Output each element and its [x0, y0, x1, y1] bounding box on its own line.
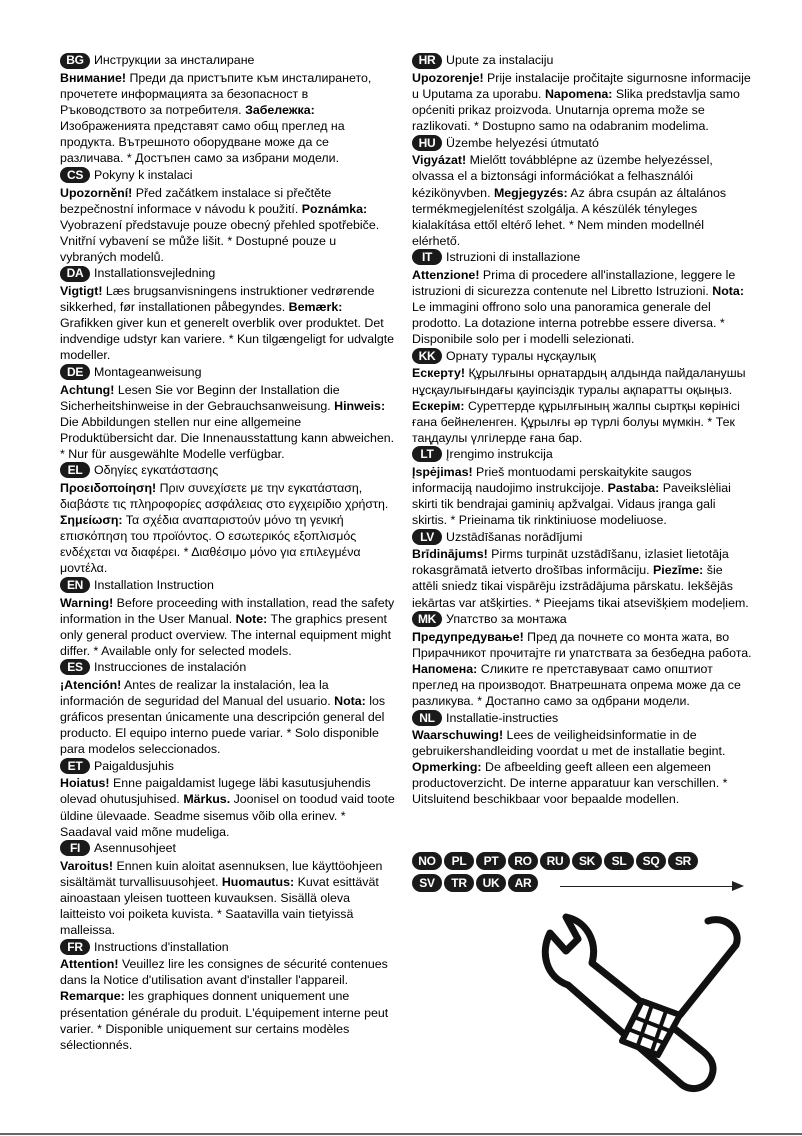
right-arrow-icon [732, 881, 744, 891]
section-header [60, 938, 395, 955]
section-title: Instructions d'installation [94, 939, 229, 954]
language-badge-sl: SL [604, 852, 634, 870]
bold-label: Attenzione! [412, 267, 480, 282]
bold-label: Brīdinājums! [412, 547, 488, 562]
section-body [412, 152, 752, 249]
section-title: Орнату туралы нұсқаулық [446, 348, 596, 363]
section-text [60, 858, 395, 938]
bold-label: Забележка: [245, 103, 315, 118]
section-title: Asennusohjeet [94, 841, 176, 856]
language-badge: FI [60, 840, 90, 856]
bold-label: Vigyázat! [412, 153, 467, 168]
bold-label: Nota: [334, 694, 366, 708]
section-title: Инструкции за инсталиране [94, 53, 255, 68]
body-text: Læs brugsanvisningens instruktioner vedrørende sikkerhed, før installationen påbegyndes. [60, 284, 375, 315]
section-et [60, 757, 395, 839]
section-title: Paigaldusjuhis [94, 758, 174, 773]
language-badge: IT [412, 249, 442, 265]
section-title: Installationsvejledning [94, 266, 216, 281]
section-title: Uzstādīšanas norādījumi [446, 529, 583, 544]
section-body [60, 858, 395, 938]
section-body [412, 629, 752, 709]
section-lt [412, 446, 752, 528]
section-title: Üzembe helyezési útmutató [446, 135, 599, 150]
section-text [412, 267, 752, 347]
bold-label: Märkus. [183, 792, 231, 807]
section-body [60, 382, 395, 462]
section-header [60, 462, 395, 479]
section-text [60, 283, 395, 363]
section-header [412, 347, 752, 364]
section-text [412, 546, 752, 610]
section-body [412, 365, 752, 445]
section-header [412, 528, 752, 545]
language-badge: ET [60, 758, 90, 774]
section-header [412, 709, 752, 726]
bold-label: Remarque: [60, 989, 125, 1004]
bold-label: Предупредување! [412, 629, 524, 644]
language-badge-ro: RO [508, 852, 538, 870]
body-text: The graphics present only general product overview. The internal equipment might differ. * Available only for selected models. [60, 611, 392, 658]
section-body [60, 480, 395, 577]
section-body [60, 775, 395, 839]
section-body [60, 956, 395, 1053]
section-title: Instrucciones de instalación [94, 660, 247, 675]
bold-label: Achtung! [60, 382, 115, 397]
bold-label: Внимание! [60, 71, 127, 85]
language-badge-uk: UK [476, 874, 506, 892]
body-text: Die Abbildungen stellen nur eine allgemeine Produktübersicht dar. Die Innenausstattung kann abweichen. * Nur für ausgewählte Modelle verfügbar. [60, 414, 395, 461]
body-text: Vyobrazení představuje pouze obecný přehled spotřebiče. Vnitřní vybavení se může lišit. * Dostupné pouze u vybraných modelů. [60, 217, 380, 264]
bold-label: Nota: [712, 284, 744, 299]
section-title: Montageanweisung [94, 364, 202, 379]
section-body [60, 595, 395, 659]
language-badge-sv: SV [412, 874, 442, 892]
language-badge-pl: PL [444, 852, 474, 870]
section-text [60, 185, 395, 265]
section-text [412, 70, 752, 134]
section-header [60, 364, 395, 381]
section-header [60, 840, 395, 857]
section-body [60, 677, 395, 757]
body-text: Lesen Sie vor Beginn der Installation die Sicherheitshinweise in der Gebrauchsanweisung. [60, 382, 340, 413]
section-header [60, 577, 395, 594]
section-body [412, 727, 752, 807]
section-it [412, 249, 752, 347]
section-text [60, 595, 395, 659]
body-text: Enne paigaldamist lugege läbi kasutusjuhendis olevad ohutusjuhised. [60, 776, 371, 807]
bold-label: Įspėjimas! [412, 464, 473, 479]
section-text [60, 480, 395, 577]
section-body [412, 464, 752, 528]
body-text: Le immagini offrono solo una panoramica generale del prodotto. La dotazione interna potrebbe essere diversa. * Disponibile solo per i modelli selezionati. [412, 300, 725, 347]
body-text: Сликите ге претставуваат само општиот преглед на производот. Внатрешната опрема може да се разликува. * Достапно само за одбрани модели. [412, 661, 741, 708]
bold-label: Upozornění! [60, 185, 133, 200]
section-es [60, 659, 395, 757]
language-badge-sq: SQ [636, 852, 666, 870]
body-text: Pirms turpināt uzstādīšanu, izlasiet lietotāja rokasgrāmatā ietverto drošības informāciju. [412, 547, 729, 578]
body-text: Grafikken giver kun et generelt overblik over produktet. Det indvendige udstyr kan variere. * Kun tilgængeligt for udvalgte modeller. [60, 316, 395, 363]
language-badge-tr: TR [444, 874, 474, 892]
section-body [60, 185, 395, 265]
body-text: Πριν συνεχίσετε με την εγκατάσταση, διαβάστε τις πληροφορίες ασφάλειας στο εγχειρίδιο χρήστη. [60, 480, 389, 512]
bold-label: ¡Atención! [60, 677, 122, 692]
body-text: Lees de veiligheidsinformatie in de gebruikershandleiding voordat u met de installatie begint. [412, 728, 726, 759]
bold-label: Poznámka: [301, 201, 368, 216]
body-text: Kuvat esittävät ainoastaan yleisen tuotteen kuvauksen. Sisällä oleva laitteisto voi poiketa kuvista. * Saatavilla vain tietyissä malleissa. [60, 874, 379, 938]
language-badge: HR [412, 53, 442, 69]
section-bg [60, 52, 395, 167]
section-header [60, 265, 395, 282]
body-text: los gráficos presentan únicamente una descripción general del producto. El equipo interno puede variar. * Solo disponible para modelos seleccionados. [60, 694, 386, 757]
body-text: Преди да пристъпите към инсталирането, прочетете информацията за безопасност в Ръководството за потребителя. [60, 71, 372, 118]
section-lv [412, 528, 752, 610]
language-badge-no: NO [412, 852, 442, 870]
section-kk [412, 347, 752, 445]
section-body [412, 267, 752, 347]
section-header [60, 659, 395, 676]
section-header [412, 134, 752, 151]
bold-label: Напомена: [412, 661, 478, 676]
bold-label: Huomautus: [221, 874, 295, 889]
section-body [412, 70, 752, 134]
section-hu [412, 134, 752, 249]
section-fr [60, 938, 395, 1053]
section-mk [412, 611, 752, 709]
section-text [412, 152, 752, 249]
language-codes-row-1 [412, 852, 752, 870]
body-text: Before proceeding with installation, read the safety information in the User Manual. [60, 595, 395, 626]
section-title: Istruzioni di installazione [446, 250, 581, 265]
bold-label: Pastaba: [607, 480, 660, 495]
bold-label: Προειδοποίηση! [60, 480, 157, 495]
section-header [412, 52, 752, 69]
section-header [60, 52, 395, 69]
bold-label: Hoiatus! [60, 776, 110, 791]
body-text: šie attēli sniedz tikai vispārēju izstrādājuma pārskatu. Iekšējās iekārtas var atšķirties. * Pieejams tikai atsevišķiem modeļiem. [412, 563, 749, 610]
body-text: Veuillez lire les consignes de sécurité contenues dans la Notice d'utilisation avant d'installer l'appareil. [60, 957, 388, 988]
section-cs [60, 167, 395, 265]
section-body [60, 70, 395, 167]
language-badge-ar: AR [508, 874, 538, 892]
section-title: Installatie-instructies [446, 710, 559, 725]
section-header [60, 167, 395, 184]
body-text: Ennen kuin aloitat asennuksen, lue käyttöohjeen sisältämät turvallisuusohjeet. [60, 858, 383, 889]
section-body [412, 546, 752, 610]
section-text [412, 365, 752, 445]
wrench-and-screwdriver-icon [530, 905, 750, 1110]
language-badge: ES [60, 659, 90, 675]
bold-label: Σημείωση: [60, 513, 123, 528]
body-text: Prieš montuodami perskaitykite saugos informaciją naudojimo instrukcijoje. [412, 464, 692, 495]
body-text: Изображенията представят само общ преглед на продукта. Вътрешното оборудване може да се различава. * Достъпен само за избрани модели. [60, 119, 345, 166]
section-title: Upute za instalaciju [446, 53, 554, 68]
bold-label: Waarschuwing! [412, 728, 504, 743]
body-text: Пред да почнете со монта жата, во Прирачникот прочитајте ги упатствата за безбедна работа. [412, 629, 752, 660]
language-badge: NL [412, 710, 442, 726]
body-text: Құрылғыны орнатардың алдында пайдаланушы нұсқаулығындағы қауіпсіздік туралы ақпаратты оқыңыз. [412, 366, 746, 397]
bold-label: Warning! [60, 595, 114, 610]
body-text: De afbeelding geeft alleen een algemeen productoverzicht. De interne apparatuur kan verschillen. * Uitsluitend beschikbaar voor bepaalde modellen. [412, 760, 728, 807]
section-text [412, 727, 752, 807]
arrow-line [560, 886, 740, 887]
section-hr [412, 52, 752, 134]
left-column [60, 52, 395, 1053]
section-el [60, 462, 395, 577]
language-badge: MK [412, 611, 442, 627]
section-header [412, 446, 752, 463]
bold-label: Ескерту! [412, 366, 466, 381]
other-languages [412, 852, 752, 896]
section-fi [60, 840, 395, 938]
bold-label: Note: [235, 611, 268, 626]
bold-label: Bemærk: [288, 300, 343, 315]
section-title: Pokyny k instalaci [94, 168, 193, 183]
body-text: Paveikslėliai skirti tik bendrajai gaminių apžvalgai. Vidaus įranga gali skirtis. * Prieinama tik rinktiniuose modeliuose. [412, 480, 731, 528]
language-badge: FR [60, 939, 90, 955]
bold-label: Vigtigt! [60, 284, 103, 299]
body-text: Prije instalacije pročitajte sigurnosne informacije u Uputama za uporabu. [412, 71, 751, 102]
language-badge: DA [60, 266, 90, 282]
bold-label: Upozorenje! [412, 71, 484, 85]
body-text: les graphiques donnent uniquement une présentation générale du produit. L'équipement interne peut varier. * Disponible uniquement sur certains modèles sélectionnés. [60, 989, 389, 1052]
language-badge-ru: RU [540, 852, 570, 870]
section-text [60, 775, 395, 839]
section-nl [412, 709, 752, 807]
section-title: Įrengimo instrukcija [446, 447, 553, 462]
bottom-rule [0, 1133, 802, 1135]
language-badge: CS [60, 167, 90, 183]
language-badge: EL [60, 462, 90, 478]
section-text [60, 70, 395, 167]
language-badge: LT [412, 446, 442, 462]
section-en [60, 577, 395, 659]
language-badge: LV [412, 529, 442, 545]
bold-label: Hinweis: [334, 398, 386, 413]
body-text: Slika predstavlja samo općeniti prikaz proizvoda. Unutarnja oprema može se razlikovati. * Dostupno samo na odabranim modelima. [412, 87, 740, 134]
section-header [60, 757, 395, 774]
body-text: Před začátkem instalace si přečtěte bezpečnostní informace v návodu k použití. [60, 185, 332, 216]
language-badge-pt: PT [476, 852, 506, 870]
bold-label: Ескерім: [412, 398, 465, 413]
body-text: Prima di procedere all'installazione, leggere le istruzioni di sicurezza contenute nel Libretto Istruzioni. [412, 267, 736, 299]
language-badge-sr: SR [668, 852, 698, 870]
section-title: Упатство за монтажа [446, 612, 567, 627]
section-da [60, 265, 395, 363]
language-codes-row-2 [412, 874, 752, 892]
bold-label: Megjegyzés: [493, 185, 568, 200]
section-text [412, 629, 752, 709]
language-badge: HU [412, 135, 442, 151]
body-text: Τα σχέδια αναπαριστούν μόνο τη γενική επισκόπηση του προϊόντος. Ο εσωτερικός εξοπλισμός ενδέχεται να διαφέρει. * Διαθέσιμο μόνο για επιλεγμένα μοντέλα. [60, 513, 361, 576]
bold-label: Napomena: [544, 87, 613, 102]
body-text: Mielőtt továbblépne az üzembe helyezéssel, olvassa el a biztonsági információkat a felhasználói kézikönyvben. [412, 153, 713, 200]
section-title: Installation Instruction [94, 577, 214, 592]
bold-label: Attention! [60, 957, 119, 972]
section-de [60, 364, 395, 462]
section-text [60, 677, 395, 757]
section-text [60, 956, 395, 1053]
bold-label: Opmerking: [412, 760, 482, 775]
body-text: Суреттерде құрылғының жалпы сыртқы көрінісі ғана бейнеленген. Құрылғы әр түрлі болуы мүмкін. * Тек таңдаулы үлгілерде ғана бар. [412, 398, 740, 445]
body-text: Az ábra csupán az általános termékmegjelenítést szolgálja. A készülék tényleges kialakítása ettől eltérő lehet. * Nem minden modellnél elérhető. [412, 185, 727, 248]
section-body [60, 283, 395, 363]
body-text: Antes de realizar la instalación, lea la información de seguridad del Manual del usuario. [60, 677, 335, 708]
bold-label: Piezīme: [653, 563, 704, 578]
language-badge: DE [60, 364, 90, 380]
right-column [412, 52, 752, 808]
section-title: Οδηγίες εγκατάστασης [94, 463, 219, 478]
language-badge-sk: SK [572, 852, 602, 870]
language-badge: BG [60, 53, 90, 69]
section-text [60, 382, 395, 462]
section-header [412, 249, 752, 266]
section-text [412, 464, 752, 528]
body-text: Joonisel on toodud vaid toote üldine ülevaade. Seadme sisemus võib olla erinev. * Saadaval vaid mõne mudeliga. [60, 792, 395, 839]
language-badge: KK [412, 348, 442, 364]
section-header [412, 611, 752, 628]
language-badge: EN [60, 577, 90, 593]
bold-label: Varoitus! [60, 858, 114, 873]
